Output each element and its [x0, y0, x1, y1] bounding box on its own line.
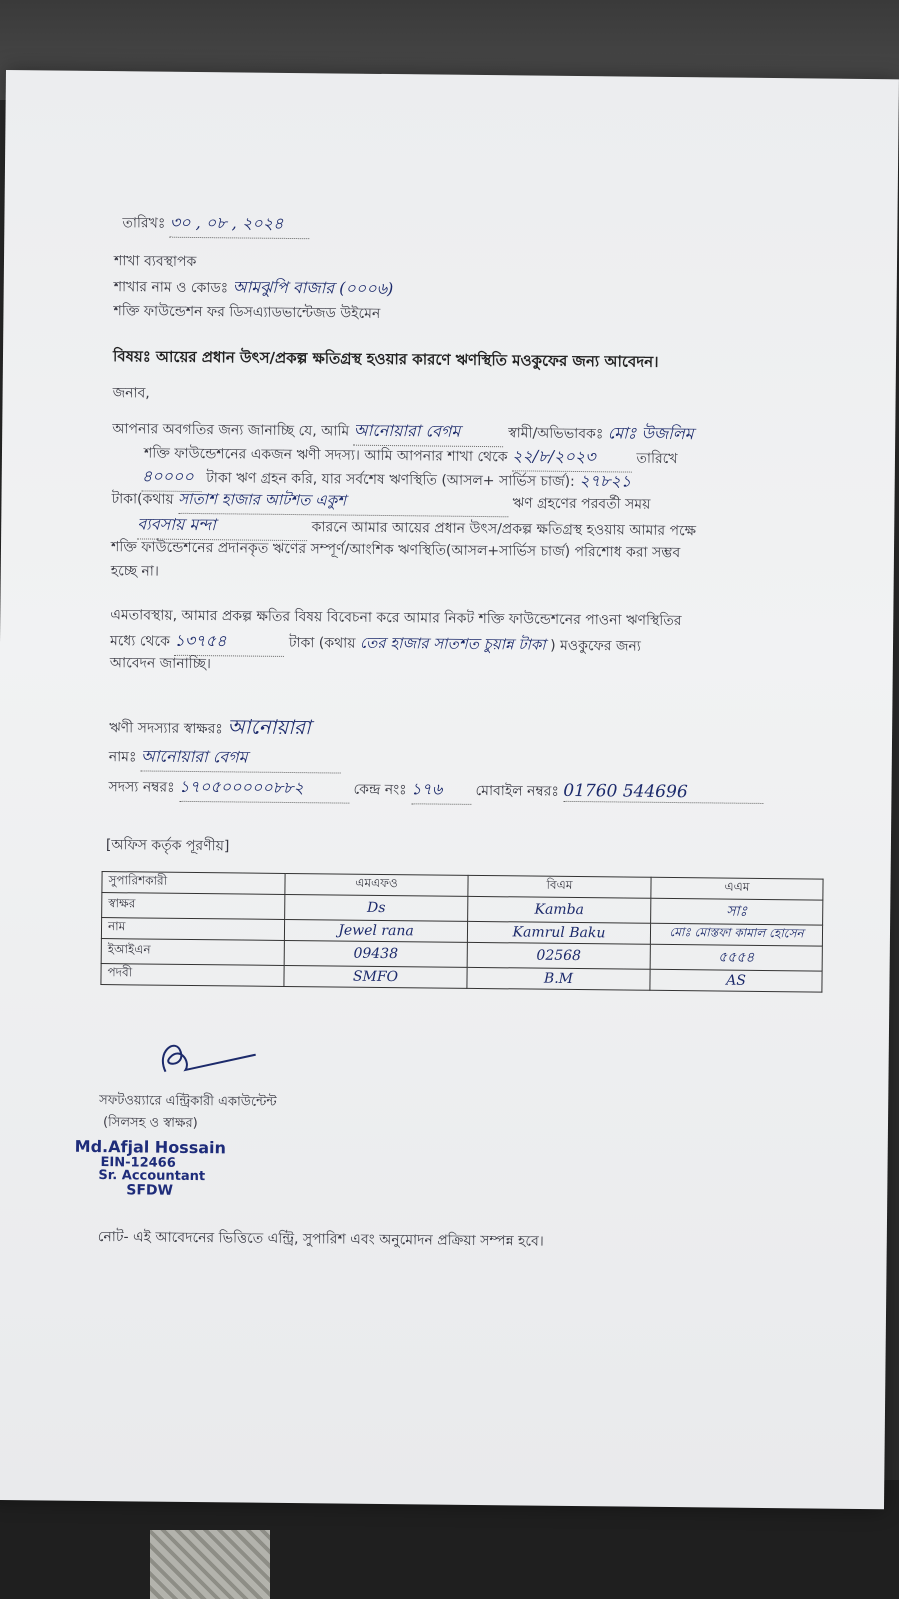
stamp-ein: EIN-12466 [100, 1154, 176, 1171]
footnote: নোট- এই আবেদনের ভিত্তিতে এন্ট্রি, সুপারিশ এবং অনুমোদন প্রক্রিয়া সম্পন্ন হবে। [97, 1229, 544, 1250]
organization: শক্তি ফাউন্ডেশন ফর ডিসএ্যাডভান্টেজড উইমেন [113, 303, 381, 322]
body-text: তারিখে [636, 450, 678, 468]
member-name-label: নামঃ [108, 749, 137, 766]
accountant-note: (সিলসহ ও স্বাক্ষর) [102, 1115, 198, 1132]
balance-in-words: সাতাশ হাজার আটশত একুশ [178, 488, 508, 517]
stamp-title: Sr. Accountant [98, 1168, 206, 1185]
member-id-label: সদস্য নম্বরঃ [108, 779, 175, 796]
waive-amount: ১৩৭৫৪ [174, 628, 284, 657]
cell-value: Kamba [468, 896, 651, 923]
waive-amount-words: তের হাজার সাতশত চুয়ান্ন টাকা [359, 633, 546, 654]
row-label: ইআইএন [101, 939, 284, 966]
p2-line-1: এমতাবস্থায়, আমার প্রকল্প ক্ষতির বিষয় বিবেচনা করে আমার নিকট শক্তি ফাউন্ডেশনের পাওনা ঋণস্থিতির [110, 607, 682, 630]
table-header: সুপারিশকারী [102, 872, 285, 895]
body-text: টাকা(কথায় [111, 491, 174, 508]
cell-value: 02568 [467, 942, 650, 969]
mobile-label: মোবাইল নম্বরঃ [475, 782, 559, 800]
row-label: নাম [101, 918, 284, 941]
application-form [0, 70, 899, 1509]
guardian-name: মোঃ উজলিম [607, 423, 694, 444]
member-signature-label: ঋণী সদস্যার স্বাক্ষরঃ [109, 720, 223, 738]
salutation: জনাব, [112, 385, 150, 402]
outstanding-balance: ২৭৮২১ [579, 471, 632, 491]
branch-label: শাখার নাম ও কোডঃ [113, 279, 229, 297]
member-signature: আনোয়ারা [227, 714, 311, 740]
body-text: স্বামী/অভিভাবকঃ [508, 425, 604, 443]
date-value: ৩০ , ০৮ , ২০২৪ [170, 210, 310, 239]
body-text: টাকা ঋণ গ্রহন করি, যার সর্বশেষ ঋণস্থিতি (আসল+ সার্ভিস চার্জ): [206, 470, 575, 490]
date-line [122, 209, 310, 239]
center-label: কেন্দ্র নংঃ [353, 781, 407, 799]
cell-value: Ds [285, 894, 468, 921]
loss-reason: ব্যবসায় মন্দা [137, 511, 307, 541]
accountant-signature [145, 1032, 266, 1083]
body-text: টাকা (কথায় [288, 634, 356, 652]
cell-value: SMFO [284, 965, 467, 988]
member-name: আনোয়ারা বেগম [141, 743, 341, 773]
accountant-stamp [74, 1136, 227, 1199]
branch-value: আমঝুপি বাজার (০০০৬) [232, 277, 394, 299]
table-header: এএম [651, 877, 823, 900]
loan-amount: ৪০০০০ [142, 463, 202, 492]
approval-table [100, 871, 823, 993]
cell-value: সাঃ [651, 898, 823, 925]
member-signature-line [109, 711, 311, 746]
member-name-line [109, 743, 341, 773]
body-text: আপনার অবগতির জন্য জানাচ্ছি যে, আমি [112, 421, 350, 440]
center-number: ১৭৬ [411, 776, 471, 805]
cell-value: AS [650, 969, 822, 992]
mobile-number: 01760 544696 [563, 781, 763, 804]
cell-value: 09438 [284, 940, 467, 967]
body-text: শক্তি ফাউন্ডেশনের একজন ঋণী সদস্য। আমি আপনার শাখা থেকে [143, 445, 508, 466]
body-text: ঋণ গ্রহণের পরবর্তী সময় [512, 495, 651, 513]
member-id: ১৭০৫০০০০০৮৮২ [179, 774, 349, 804]
row-label: স্বাক্ষর [102, 893, 285, 920]
table-header: এমএফও [285, 873, 468, 896]
p2-line-3: আবেদন জানাচ্ছি। [109, 655, 212, 673]
date-label: তারিখঃ [122, 215, 166, 232]
applicant-name: আনোয়ারা বেগম [354, 418, 504, 448]
cell-value: মোঃ মোস্তফা কামাল হোসেন [650, 923, 822, 946]
loan-date: ২২/৮/২০২৩ [512, 443, 632, 472]
subject: বিষয়ঃ আয়ের প্রধান উৎস/প্রকল্প ক্ষতিগ্রস্থ হওয়ার কারণে ঋণস্থিতি মওকুফের জন্য আবেদন। [112, 347, 659, 371]
cell-value: Kamrul Baku [467, 921, 650, 944]
body-text: ) মওকুফের জন্য [550, 637, 641, 655]
branch-line [114, 273, 394, 303]
member-id-line [108, 773, 763, 808]
stamp-org: SFDW [126, 1182, 174, 1199]
body-line-6: শক্তি ফাউন্ডেশনের প্রদানকৃত ঋণের সম্পূর্ণ/আংশিক ঋণস্থিতি(আসল+সার্ভিস চার্জ) পরিশোধ করা সম্ভব [110, 539, 681, 562]
row-label: পদবী [101, 964, 284, 987]
body-line-7: হচ্ছে না। [110, 563, 159, 580]
recipient: শাখা ব্যবস্থাপক [113, 253, 197, 271]
cell-value: ৫৫৫৪ [650, 944, 822, 971]
accountant-role: সফটওয়্যারে এন্ট্রিকারী একাউন্টেন্ট [99, 1093, 277, 1110]
cell-value: Jewel rana [284, 919, 467, 942]
table-header: বিএম [468, 875, 651, 898]
body-text: মধ্যে থেকে [109, 633, 171, 650]
cell-value: B.M [467, 967, 650, 990]
stamp-name: Md.Afjal Hossain [74, 1136, 227, 1158]
office-use-label: [অফিস কর্তৃক পূরণীয়] [105, 837, 230, 855]
body-text: কারনে আমার আয়ের প্রধান উৎস/প্রকল্প ক্ষতিগ্রস্থ হওয়ায় আমার পক্ষে [311, 519, 697, 540]
cloth-corner [150, 1530, 270, 1599]
